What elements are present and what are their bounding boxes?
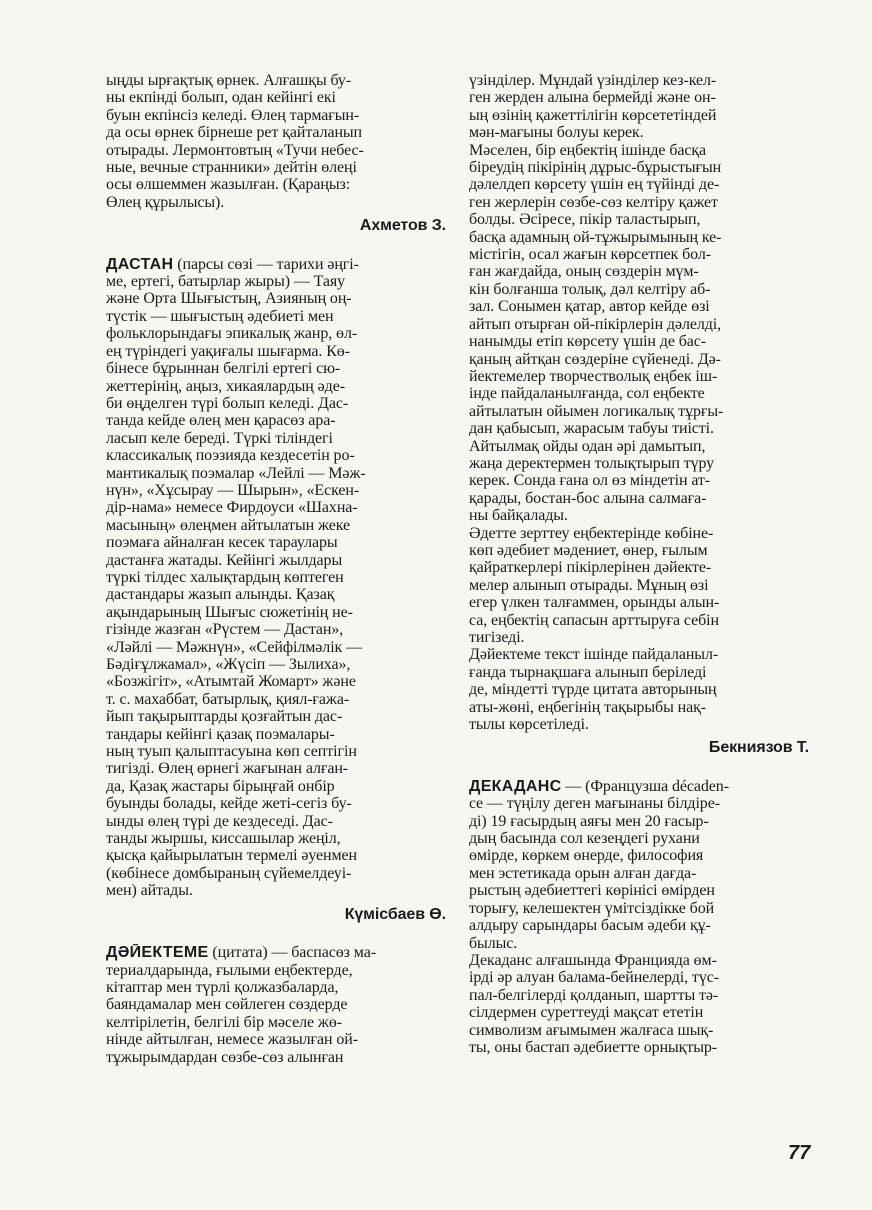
text-line: және Орта Шығыстың, Азияның оң- [106,290,352,308]
text-line: баяндамалар мен сөйлеген сөздерде [106,996,348,1014]
text-line: фольклорындағы эпикалық жанр, өл- [106,325,358,343]
text-line: отырады. Лермонтовтың «Тучи небес- [106,141,364,159]
text-line: ген жерден алына бермейді және он- [469,89,716,107]
text-line: масының» өлеңмен айтылатын жеке [106,516,350,534]
entry-headword: ДӘЙЕКТЕМЕ [106,944,209,962]
text-line [106,256,446,273]
text-line: сілдермен суреттеуді мақсат ететін [469,1004,704,1022]
text-run: (цитата) — баспасөз ма- [208,944,376,962]
text-line: нінде айтылған, немесе жазылған ой- [106,1031,358,1049]
text-line: керек. Сонда ғана ол өз міндетін ат- [469,472,711,490]
text-line: символизм ағымымен жалғаса шық- [469,1021,714,1039]
text-line: «Бозжігіт», «Атымтай Жомарт» және [106,673,356,691]
text-line: ны байқалады. [469,507,568,525]
text-line: түстік — шығыстың әдебиеті мен [106,307,334,325]
text-line: қайраткерлері пікірлерінен дәйекте- [469,559,712,577]
text-run: (парсы сөзі — тарихи әңгі- [173,255,359,273]
text-line: ты, оны бастап әдебиетте орнықтыр- [469,1038,718,1056]
text-line: қысқа қайырылатын термелі әуенмен [106,847,357,865]
text-line: тигізді. Өлең өрнегі жағынан алған- [106,760,349,778]
text-line: кін болғанша толық, дәл келтіру аб- [469,280,711,298]
text-line: ме, ертегі, батырлар жыры) — Таяу [106,273,346,291]
text-line: жаңа деректермен толықтырып түру [469,454,715,472]
text-line: де, міндетті түрде цитата авторының [469,681,717,699]
text-line: аты-жөні, еңбегінің тақырыбы нақ- [469,698,707,716]
text-line: тұжырымдардан сөзбе-сөз алынған [106,1048,344,1066]
text-line: ың өзінің қажеттілігін көрсететіндей [469,106,717,124]
text-line: Әдетте зерттеу еңбектерінде көбіне- [469,524,714,542]
text-line: ынды өлең түрі де кездеседі. Дас- [106,812,333,830]
text-line: буын екпінсіз келеді. Өлең тармағын- [106,106,360,124]
text-line: гізінде жазған «Рүстем — Дастан», [106,621,344,639]
text-line: ірді әр алуан балама-бейнелерді, түс- [469,969,719,987]
text-line: інде пайдаланылғанда, сол еңбекте [469,385,705,403]
text-line: осы өлшеммен жазылған. (Қараңыз: [106,176,351,194]
entry-dekadans [469,778,809,952]
text-line: егер үлкен талғаммен, орынды алын- [469,594,720,612]
text-line: біреудің пікірінің дұрыс-бұрыстығын [469,159,722,177]
text-line: пал-белгілерді қолданып, шартты тә- [469,986,719,1004]
text-line: мен эстетикада орын алған дағда- [469,864,697,882]
text-line: дастандары жазып алынды. Қазақ [106,586,335,604]
text-line [469,778,809,795]
author-signature: Күмісбаев Ө. [344,905,446,923]
text-line: Бәдіғұлжамал», «Жүсіп — Зылиха», [106,656,351,673]
text-line: містігін, осал жағын көрсетпек бол- [469,246,711,264]
right-column [469,72,809,1056]
text-line: мантикалық поэмалар «Лейлі — Мәж- [106,464,366,482]
author-signature: Ахметов З. [359,217,446,235]
text-line: да осы өрнек бірнеше рет қайталанып [106,124,363,142]
text-line: айтылатын ойымен логикалық тұрғы- [469,402,724,420]
text-line: рыстың әдебиеттегі көрінісі өмірден [469,882,715,900]
text-line: ді) 19 ғасырдың аяғы мен 20 ғасыр- [469,812,709,830]
text-line: нанымды етіп көрсету үшін де бас- [469,333,706,351]
text-line: «Ләйлі — Мәжнүн», «Сейфілмәлік — [106,638,363,656]
text-line [106,944,446,961]
text-line: тылы көрсетіледі. [469,716,589,734]
text-line: ең түріндегі уақиғалы шығарма. Кө- [106,342,350,360]
paragraph [469,525,809,647]
text-line: нүн», «Хұсырау — Шырын», «Ескен- [106,481,360,499]
page-number: 77 [788,1142,811,1164]
text-line: ласып келе береді. Түркі тіліндегі [106,429,333,447]
text-line: жеттерінің, аңыз, хикаялардың әде- [106,377,345,395]
text-line: дастанға жатады. Кейінгі жылдары [106,551,343,569]
text-line: зал. Сонымен қатар, автор кейде өзі [469,298,710,316]
text-line: териалдарында, ғылыми еңбектерде, [106,961,353,979]
text-line: Декаданс алғашында Францияда өм- [469,951,717,969]
text-line: да, Қазақ жастары бірыңғай онбір [106,777,335,795]
text-line: би өңделген түрі болып келеді. Дас- [106,394,349,412]
text-line: ны екпінді болып, одан кейінгі екі [106,89,336,107]
text-line: айтып отырған ой-пікірлерін дәлелді, [469,315,722,333]
intro-paragraph [106,72,446,211]
text-line: түркі тілдес халықтардың көптеген [106,568,344,586]
text-line: т. с. махаббат, батырлық, қиял-ғажа- [106,690,350,708]
text-line: ген жерлерін сөзбе-сөз келтіру қажет [469,193,718,211]
text-line: болды. Әсіресе, пікір таластырып, [469,211,701,229]
text-line: са, еңбектің сапасын арттыруға себін [469,611,719,629]
text-line: былыс. [469,934,518,952]
text-line: дәлелдеп көрсету үшін ең түйінді де- [469,176,720,194]
paragraph [469,646,809,733]
text-line: поэмаға айналған кесек тараулары [106,534,338,552]
text-line: (көбінесе домбыраның сүйемелдеуі- [106,864,352,882]
text-line: ные, вечные странники» дейтін өлеңі [106,159,357,177]
text-line: бінесе бұрыннан белгілі ертегі сю- [106,360,341,378]
text-line: ыңды ырғақтық өрнек. Алғашқы бу- [106,72,352,89]
text-line: көп әдебиет мәдениет, өнер, ғылым [469,541,708,559]
text-line: ған жағдайда, оның сөздерін мүм- [469,263,699,281]
text-line: ғанда тырнақшаға алынып беріледі [469,663,707,681]
entry-headword: ДАСТАН [106,255,174,273]
text-line: танда кейде өлең мен қарасөз ара- [106,412,336,430]
text-line: қаның айтқан сөздеріне сүйенеді. Дә- [469,350,721,368]
text-line: дың басында сол кезеңдегі рухани [469,830,700,848]
text-line: буынды болады, кейде жеті-сегіз бу- [106,795,352,813]
text-line: Мәселен, бір еңбектің ішінде басқа [469,141,707,159]
text-line: тигізеді. [469,629,525,646]
text-line: ақындарының Шығыс сюжетінің не- [106,603,353,621]
entry-dayekteme [106,944,446,1066]
text-line: басқа адамның ой-тұжырымының ке- [469,228,722,246]
entry-dastan [106,256,446,900]
text-line: кітаптар мен түрлі қолжазбаларда, [106,978,339,996]
text-line: дір-нама» немесе Фирдоуси «Шахна- [106,499,358,517]
author-signature: Бекниязов Т. [708,739,809,757]
paragraph [469,142,809,525]
text-line: тандары кейінгі қазақ поэмалары- [106,725,335,743]
entry-headword: ДЕКАДАНС [469,777,562,795]
text-line: торығу, келешектен үмітсіздікке бой [469,899,715,917]
text-line: танды жыршы, киссашылар жеңіл, [106,830,341,848]
text-run: — (Французша décaden- [561,777,729,795]
text-line: ce — түңілу деген мағынаны білдіре- [469,795,720,813]
text-line: ның туып қалыптасуына көп септігін [106,743,357,761]
text-line: йып тақырыптарды қозғайтын дас- [106,708,343,726]
paragraph [469,72,809,142]
text-line: қарады, бостан-бос алына салмаға- [469,489,707,507]
text-line: өмірде, көркем өнерде, философия [469,847,704,865]
text-line: мен) айтады. [106,882,193,900]
paragraph [469,952,809,1056]
text-line: йектемелер творчестволық еңбек іш- [469,367,718,385]
text-line: үзінділер. Мұндай үзінділер кез-кел- [469,72,717,89]
text-line: Айтылмақ ойды одан әрі дамытып, [469,437,706,455]
text-line: мән-мағыны болуы керек. [469,124,644,142]
text-line: келтірілетін, белгілі бір мәселе жө- [106,1013,342,1031]
left-column [106,72,446,1066]
text-line: Дәйектеме текст ішінде пайдаланыл- [469,646,719,664]
text-line: классикалық поэзияда кездесетін ро- [106,447,355,465]
text-line: мелер алынып отырады. Мұның өзі [469,576,709,594]
text-line: алдыру сарындары басым әдеби құ- [469,917,711,935]
text-line: Өлең құрылысы). [106,193,225,211]
text-line: дан қабысып, жарасым табуы тиісті. [469,420,714,438]
